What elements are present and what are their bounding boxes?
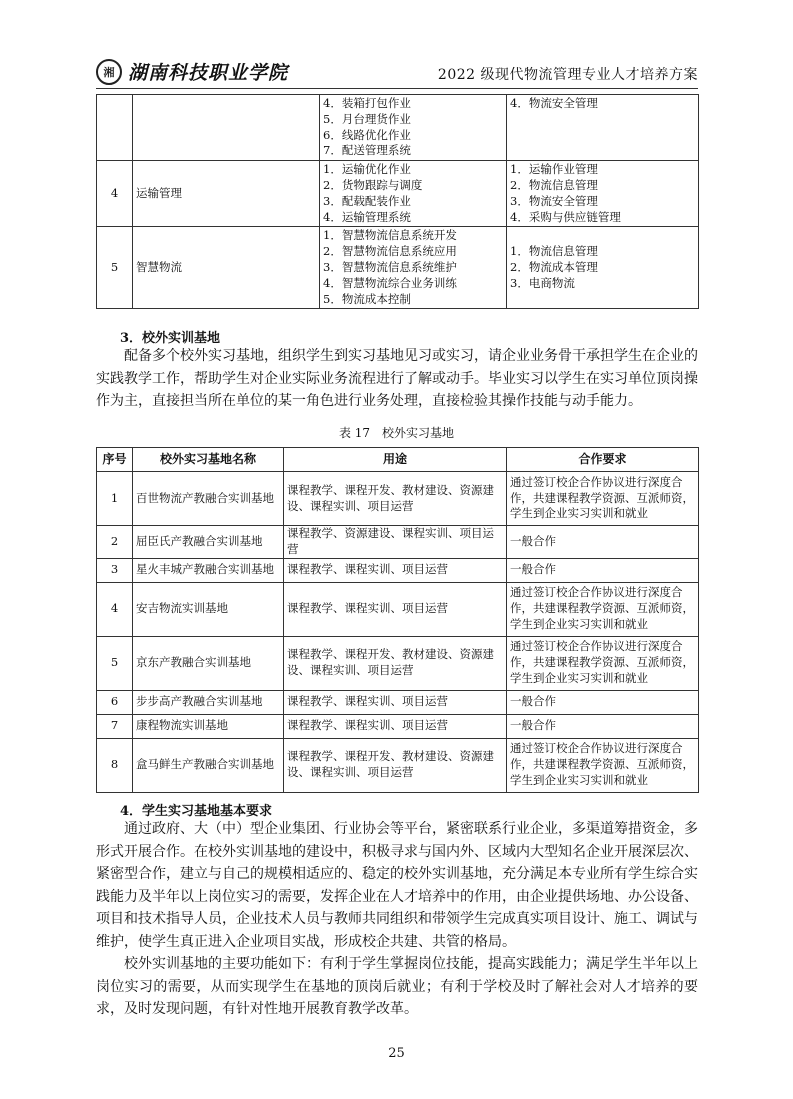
row-number: 1 — [97, 472, 133, 526]
cooperation-requirement: 通过签订校企合作协议进行深度合作，共建课程教学资源、互派师资，学生到企业实习实训和就业 — [507, 582, 699, 636]
page-number: 25 — [388, 1046, 405, 1061]
task-item: 5．物流成本控制 — [323, 291, 411, 306]
task-item: 4．装箱打包作业 — [323, 96, 411, 110]
table-row — [97, 738, 699, 792]
table-row — [97, 472, 699, 526]
column-header: 合作要求 — [507, 448, 699, 472]
table-row — [97, 95, 699, 161]
base-name: 康程物流实训基地 — [133, 714, 284, 738]
section-3-heading: 3．校外实训基地 — [120, 331, 221, 346]
table-row — [97, 227, 699, 309]
task-item: 4．运输管理系统 — [323, 209, 411, 224]
cooperation-requirement: 一般合作 — [507, 526, 699, 559]
row-number: 7 — [97, 714, 133, 738]
seal-icon: 湘 — [96, 59, 122, 85]
course-item: 3．物流安全管理 — [510, 193, 598, 208]
row-number: 4 — [97, 161, 133, 227]
base-name: 星火丰城产教融合实训基地 — [133, 558, 284, 582]
task-item: 6．线路优化作业 — [323, 127, 411, 142]
row-number — [97, 95, 133, 161]
section-3-paragraph: 配备多个校外实习基地，组织学生到实习基地见习或实习，请企业业务骨干承担学生在企业的实践教学工作，帮助学生对企业实际业务流程进行了解或动手。毕业实习以学生在实习单位顶岗操作为主，直接担当所在单位的某一角色进行业务处理，直接检验其操作技能与动手能力。 — [96, 348, 698, 409]
task-item: 1．运输优化作业 — [323, 162, 411, 177]
table-17-caption: 表 17 校外实习基地 — [338, 426, 455, 440]
base-name: 盒马鲜生产教融合实训基地 — [133, 738, 284, 792]
room-name: 智慧物流 — [133, 227, 320, 309]
cooperation-requirement: 一般合作 — [507, 690, 699, 714]
table-row — [97, 161, 699, 227]
row-number: 3 — [97, 558, 133, 582]
task-list — [320, 161, 507, 227]
base-name: 步步高产教融合实训基地 — [133, 690, 284, 714]
document-title: 2022 级现代物流管理专业人才培养方案 — [437, 67, 698, 83]
page-header — [96, 58, 698, 88]
task-item: 3．智慧物流信息系统维护 — [323, 259, 457, 274]
row-number: 4 — [97, 582, 133, 636]
base-use: 课程教学、课程实训、项目运营 — [284, 714, 507, 738]
row-number: 6 — [97, 690, 133, 714]
table-row — [97, 582, 699, 636]
course-list — [507, 227, 699, 309]
course-item: 2．物流成本管理 — [510, 259, 598, 274]
task-item: 2．货物跟踪与调度 — [323, 177, 423, 192]
header-divider — [96, 88, 698, 89]
column-header: 序号 — [97, 448, 133, 472]
cooperation-requirement: 通过签订校企合作协议进行深度合作，共建课程教学资源、互派师资，学生到企业实习实训和就业 — [507, 738, 699, 792]
row-number: 2 — [97, 526, 133, 559]
course-list — [507, 161, 699, 227]
base-name: 京东产教融合实训基地 — [133, 636, 284, 690]
task-item: 7．配送管理系统 — [323, 143, 411, 158]
column-header: 校外实习基地名称 — [133, 448, 284, 472]
base-name: 安吉物流实训基地 — [133, 582, 284, 636]
task-item: 2．智慧物流信息系统应用 — [323, 244, 457, 259]
room-name — [133, 95, 320, 161]
row-number: 8 — [97, 738, 133, 792]
table-row — [97, 714, 699, 738]
school-logo — [96, 58, 288, 85]
course-item: 1．物流信息管理 — [510, 244, 598, 259]
course-item: 2．物流信息管理 — [510, 177, 598, 192]
table-header-row — [97, 448, 699, 472]
course-item: 4．物流安全管理 — [510, 96, 598, 110]
course-item: 1．运输作业管理 — [510, 162, 598, 177]
task-list — [320, 227, 507, 309]
base-use: 课程教学、课程实训、项目运营 — [284, 582, 507, 636]
task-list — [320, 95, 507, 161]
section-4-heading: 4．学生实习基地基本要求 — [120, 804, 273, 819]
task-item: 1．智慧物流信息系统开发 — [323, 228, 457, 243]
cooperation-requirement: 通过签订校企合作协议进行深度合作，共建课程教学资源、互派师资，学生到企业实习实训和就业 — [507, 636, 699, 690]
school-name: 湖南科技职业学院 — [128, 62, 289, 84]
row-number: 5 — [97, 636, 133, 690]
course-item: 4．采购与供应链管理 — [510, 209, 621, 224]
training-room-table — [96, 94, 699, 309]
task-item: 4．智慧物流综合业务训练 — [323, 275, 457, 290]
cooperation-requirement: 一般合作 — [507, 714, 699, 738]
base-use: 课程教学、课程实训、项目运营 — [284, 690, 507, 714]
table-row — [97, 690, 699, 714]
room-name: 运输管理 — [133, 161, 320, 227]
base-use: 课程教学、课程实训、项目运营 — [284, 558, 507, 582]
task-item: 3．配载配装作业 — [323, 193, 411, 208]
task-item: 5．月台理货作业 — [323, 111, 411, 126]
base-use: 课程教学、资源建设、课程实训、项目运营 — [284, 526, 507, 559]
table-row — [97, 636, 699, 690]
base-use: 课程教学、课程开发、教材建设、资源建设、课程实训、项目运营 — [284, 472, 507, 526]
base-name: 屈臣氏产教融合实训基地 — [133, 526, 284, 559]
section-4-paragraph-2: 校外实训基地的主要功能如下：有利于学生掌握岗位技能，提高实践能力；满足学生半年以上岗位实习的需要，从而实现学生在基地的顶岗后就业；有利于学校及时了解社会对人才培养的要求，及时发现问题，有针对性地开展教育教学改革。 — [96, 956, 698, 1017]
course-list — [507, 95, 699, 161]
table-row — [97, 558, 699, 582]
column-header: 用途 — [284, 448, 507, 472]
table-row — [97, 526, 699, 559]
base-name: 百世物流产教融合实训基地 — [133, 472, 284, 526]
offsite-base-table — [96, 447, 699, 793]
course-item: 3．电商物流 — [510, 275, 575, 290]
base-use: 课程教学、课程开发、教材建设、资源建设、课程实训、项目运营 — [284, 738, 507, 792]
base-use: 课程教学、课程开发、教材建设、资源建设、课程实训、项目运营 — [284, 636, 507, 690]
cooperation-requirement: 一般合作 — [507, 558, 699, 582]
section-4-paragraph-1: 通过政府、大（中）型企业集团、行业协会等平台，紧密联系行业企业，多渠道筹措资金，多形式开展合作。在校外实训基地的建设中，积极寻求与国内外、区域内大型知名企业开展深层次、紧密型合作，建立与自己的规模相适应的、稳定的校外实训基地，充分满足本专业所有学生综合实践能力及半年以上岗位实习的需要，发挥企业在人才培养中的作用，由企业提供场地、办公设备、项目和技术指导人员，企业技术人员与教师共同组织和带领学生完成真实项目设计、施工、调试与维护，使学生真正进入企业项目实战，形成校企共建、共管的格局。 — [96, 821, 698, 950]
row-number: 5 — [97, 227, 133, 309]
cooperation-requirement: 通过签订校企合作协议进行深度合作，共建课程教学资源、互派师资，学生到企业实习实训和就业 — [507, 472, 699, 526]
